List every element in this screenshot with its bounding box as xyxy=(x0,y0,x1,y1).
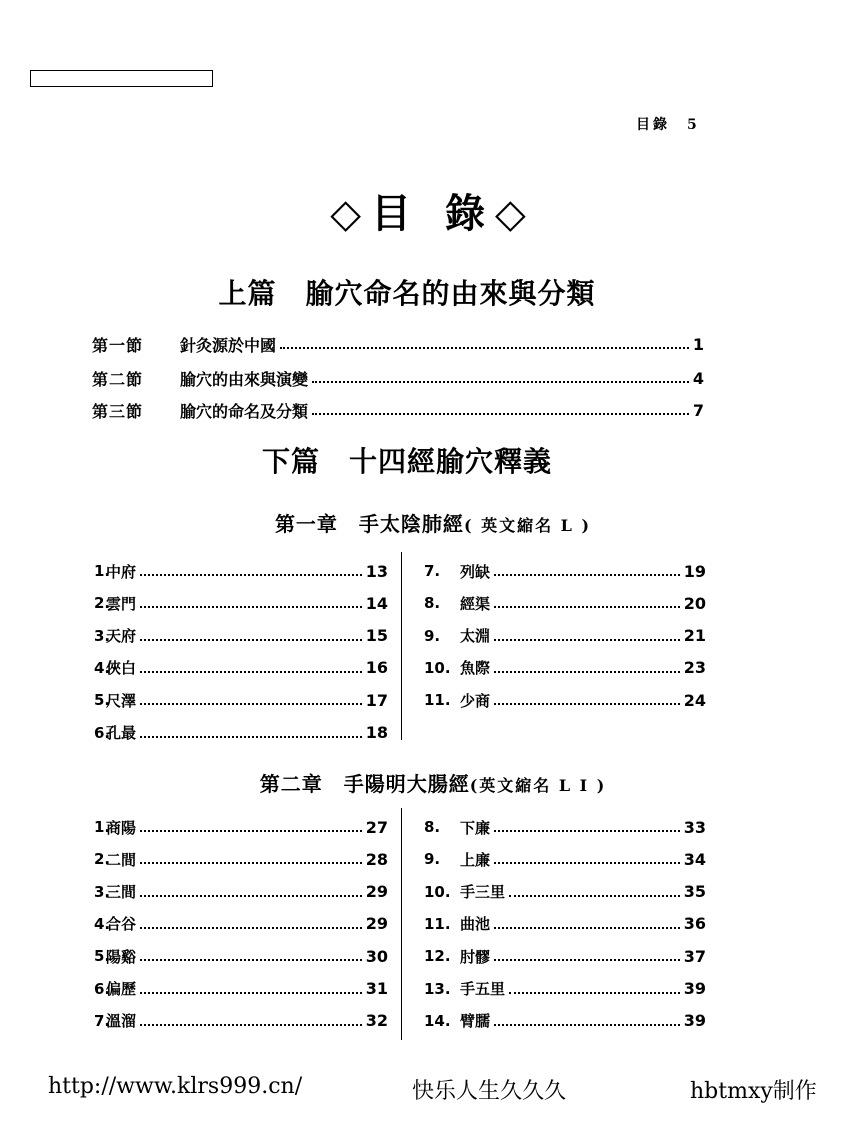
acupoint-entry[interactable] xyxy=(94,847,388,871)
column-divider xyxy=(401,552,402,740)
entry-page-number: 20 xyxy=(683,593,706,613)
entry-name: 二間 xyxy=(106,850,137,869)
footer-site-name: 快乐人生久久久 xyxy=(412,1079,567,1104)
entry-number: 2. xyxy=(94,594,111,613)
acupoint-entry[interactable] xyxy=(94,591,388,615)
entry-name: 下廉 xyxy=(460,818,491,837)
entry-name: 陽谿 xyxy=(106,947,137,966)
acupoint-entry[interactable] xyxy=(424,815,706,839)
entry-number: 13. xyxy=(424,979,451,998)
entry-name: 商陽 xyxy=(106,818,137,837)
chapter2-abbr: (英文縮名 L I ) xyxy=(469,776,607,795)
entry-number: 5. xyxy=(94,691,111,710)
acupoint-entry[interactable] xyxy=(424,944,706,968)
footer-url: http://www.klrs999.cn/ xyxy=(48,1074,303,1099)
entry-name: 偏歷 xyxy=(106,980,137,998)
entry-name: 列缺 xyxy=(460,562,491,581)
dot-leader xyxy=(509,895,680,897)
toc-section-row[interactable] xyxy=(92,366,704,390)
entry-page-number: 19 xyxy=(683,561,706,581)
section-number: 第一節 xyxy=(92,335,144,355)
dot-leader xyxy=(494,862,680,864)
acupoint-entry[interactable] xyxy=(94,1009,388,1033)
entry-name: 手五里 xyxy=(460,980,506,998)
part2-title: 下篇 十四經腧穴釋義 xyxy=(261,445,552,478)
entry-name: 天府 xyxy=(106,627,137,646)
acupoint-entry[interactable] xyxy=(94,944,388,968)
entry-number: 12. xyxy=(424,947,451,966)
acupoint-entry[interactable] xyxy=(424,847,706,871)
entry-page-number: 35 xyxy=(683,882,706,902)
dot-leader xyxy=(494,959,680,961)
entry-number: 9. xyxy=(424,850,441,869)
chapter2-name: 第二章 手陽明大腸經 xyxy=(259,772,470,796)
section-page-number: 4 xyxy=(692,368,704,388)
entry-page-number: 32 xyxy=(365,1011,388,1031)
entry-number: 1. xyxy=(94,818,111,836)
entry-number: 7. xyxy=(94,1011,111,1030)
dot-leader xyxy=(494,574,680,576)
entry-number: 1. xyxy=(94,562,111,580)
entry-name: 太淵 xyxy=(460,627,491,646)
entry-page-number: 28 xyxy=(365,849,388,869)
chapter2-title xyxy=(0,768,866,797)
toc-section-row[interactable] xyxy=(92,398,704,422)
acupoint-entry[interactable] xyxy=(94,656,388,680)
chapter1-name: 第一章 手太陰肺經 xyxy=(274,512,464,536)
acupoint-entry[interactable] xyxy=(94,721,388,745)
entry-number: 10. xyxy=(424,882,451,901)
acupoint-entry[interactable] xyxy=(94,912,388,936)
entry-page-number: 37 xyxy=(683,946,706,966)
entry-page-number: 31 xyxy=(365,979,388,998)
dot-leader xyxy=(509,992,680,994)
dot-leader xyxy=(140,639,362,641)
entry-name: 合谷 xyxy=(106,915,137,934)
dot-leader xyxy=(494,639,680,641)
entry-page-number: 21 xyxy=(683,626,706,646)
dot-leader xyxy=(140,992,362,994)
entry-name: 曲池 xyxy=(460,915,491,934)
entry-number: 11. xyxy=(424,914,451,933)
acupoint-entry[interactable] xyxy=(424,624,706,648)
entry-number: 4. xyxy=(94,658,111,677)
part1-title: 上篇 腧穴命名的由來與分類 xyxy=(218,277,596,310)
section-page-number: 7 xyxy=(692,400,704,420)
entry-page-number: 18 xyxy=(365,723,388,742)
entry-name: 肘髎 xyxy=(460,947,491,966)
acupoint-entry[interactable] xyxy=(424,688,706,712)
section-title: 針灸源於中國 xyxy=(180,335,277,355)
acupoint-entry[interactable] xyxy=(424,656,706,680)
entry-page-number: 36 xyxy=(683,914,706,934)
dot-leader xyxy=(140,574,362,576)
dot-leader xyxy=(140,959,362,961)
entry-page-number: 23 xyxy=(683,658,706,678)
section-title: 腧穴的命名及分類 xyxy=(180,401,309,421)
entry-name: 魚際 xyxy=(460,659,491,678)
entry-page-number: 27 xyxy=(365,817,388,837)
page-title: ◇目 錄◇ xyxy=(330,190,536,237)
entry-name: 孔最 xyxy=(106,724,137,742)
entry-page-number: 15 xyxy=(365,626,388,646)
entry-name: 尺澤 xyxy=(106,691,137,710)
entry-number: 8. xyxy=(424,818,441,836)
acupoint-entry[interactable] xyxy=(94,559,388,583)
acupoint-entry[interactable] xyxy=(424,912,706,936)
entry-page-number: 29 xyxy=(365,882,388,902)
entry-page-number: 30 xyxy=(365,946,388,966)
entry-page-number: 39 xyxy=(683,1011,706,1031)
entry-page-number: 34 xyxy=(683,849,706,869)
dot-leader xyxy=(140,736,362,738)
running-head: 目錄 5 xyxy=(636,117,700,133)
acupoint-entry[interactable] xyxy=(424,591,706,615)
column-divider xyxy=(401,808,402,1040)
acupoint-entry[interactable] xyxy=(94,880,388,904)
entry-page-number: 24 xyxy=(683,690,706,710)
entry-number: 6. xyxy=(94,723,111,742)
section-number: 第二節 xyxy=(92,369,144,389)
dot-leader xyxy=(140,606,362,608)
dot-leader xyxy=(494,830,680,832)
acupoint-entry[interactable] xyxy=(424,1009,706,1033)
entry-name: 少商 xyxy=(460,691,491,710)
entry-number: 5. xyxy=(94,947,111,966)
dot-leader xyxy=(494,927,680,929)
section-page-number: 1 xyxy=(692,334,704,354)
entry-number: 2. xyxy=(94,850,111,869)
entry-number: 8. xyxy=(424,594,441,613)
entry-page-number: 13 xyxy=(365,561,388,581)
entry-page-number: 16 xyxy=(365,658,388,678)
footer-credit: hbtmxy制作 xyxy=(690,1079,817,1104)
section-title: 腧穴的由來與演變 xyxy=(180,369,309,389)
entry-name: 三間 xyxy=(106,883,137,902)
entry-page-number: 33 xyxy=(683,817,706,837)
toc-section-row[interactable] xyxy=(92,332,704,356)
entry-name: 溫溜 xyxy=(106,1012,137,1031)
entry-number: 11. xyxy=(424,691,451,710)
chapter1-abbr: ( 英文縮名 L ) xyxy=(463,516,592,535)
entry-page-number: 39 xyxy=(683,979,706,998)
entry-name: 雲門 xyxy=(106,594,137,613)
entry-number: 14. xyxy=(424,1011,451,1030)
entry-number: 3. xyxy=(94,882,111,901)
dot-leader xyxy=(494,671,680,673)
entry-name: 上廉 xyxy=(460,850,491,869)
dot-leader xyxy=(494,703,680,705)
dot-leader xyxy=(140,927,362,929)
entry-number: 7. xyxy=(424,562,441,580)
entry-page-number: 14 xyxy=(365,593,388,613)
chapter1-title xyxy=(0,508,866,537)
entry-name: 俠白 xyxy=(106,659,137,678)
section-number: 第三節 xyxy=(92,401,144,421)
dot-leader xyxy=(312,381,689,383)
entry-number: 9. xyxy=(424,626,441,645)
dot-leader xyxy=(494,606,680,608)
dot-leader xyxy=(312,413,689,415)
acupoint-entry[interactable] xyxy=(424,559,706,583)
acupoint-entry[interactable] xyxy=(94,815,388,839)
acupoint-entry[interactable] xyxy=(94,624,388,648)
entry-page-number: 29 xyxy=(365,914,388,934)
entry-page-number: 17 xyxy=(365,690,388,710)
dot-leader xyxy=(140,671,362,673)
acupoint-entry[interactable] xyxy=(424,880,706,904)
acupoint-entry[interactable] xyxy=(424,977,706,1001)
header-rule-box xyxy=(30,70,213,87)
entry-number: 4. xyxy=(94,914,111,933)
dot-leader xyxy=(494,1024,680,1026)
dot-leader xyxy=(140,1024,362,1026)
dot-leader xyxy=(280,347,689,349)
acupoint-entry[interactable] xyxy=(94,977,388,1001)
entry-name: 中府 xyxy=(106,562,137,581)
dot-leader xyxy=(140,703,362,705)
entry-name: 臂臑 xyxy=(460,1012,491,1031)
dot-leader xyxy=(140,830,362,832)
dot-leader xyxy=(140,862,362,864)
dot-leader xyxy=(140,895,362,897)
entry-number: 10. xyxy=(424,658,451,677)
acupoint-entry[interactable] xyxy=(94,688,388,712)
entry-number: 6. xyxy=(94,979,111,998)
entry-name: 經渠 xyxy=(460,594,491,613)
entry-number: 3. xyxy=(94,626,111,645)
entry-name: 手三里 xyxy=(460,883,506,902)
